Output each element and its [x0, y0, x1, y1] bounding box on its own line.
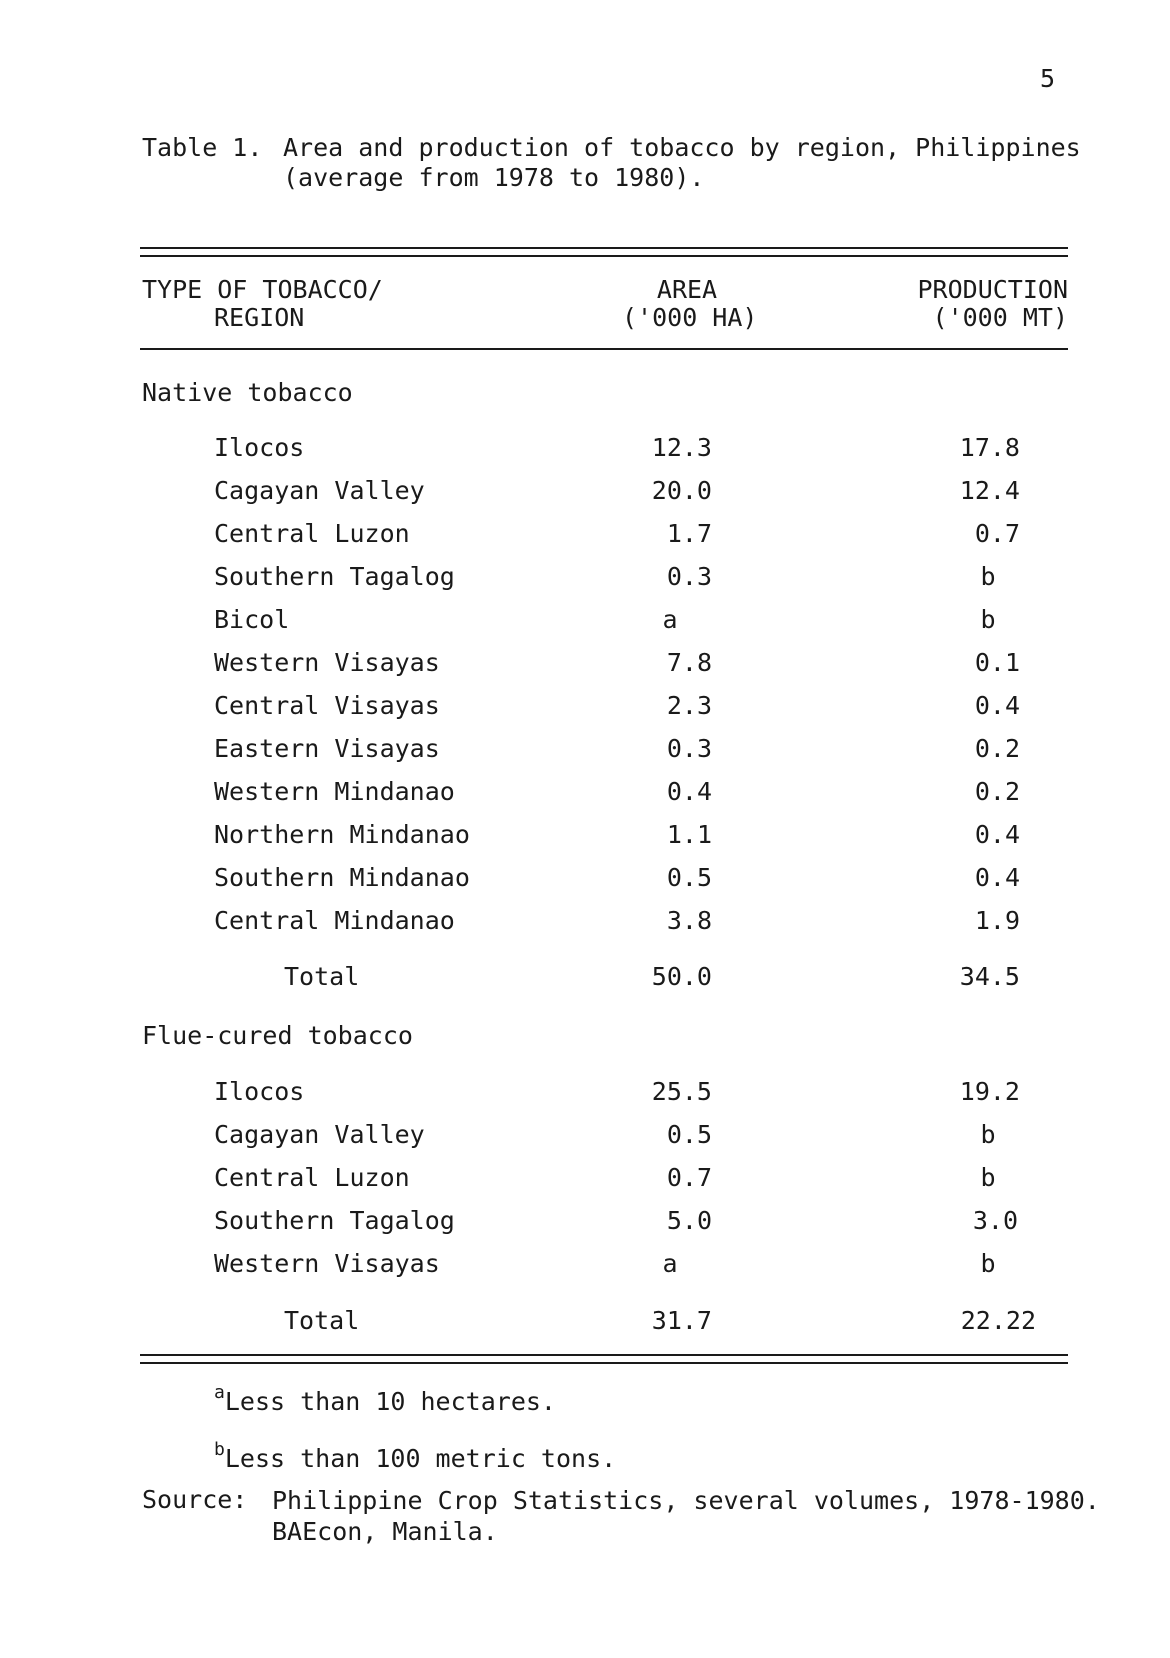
- table-row: [0, 476, 1170, 512]
- production-cell: b: [980, 562, 996, 591]
- production-cell: b: [980, 605, 996, 634]
- source-label: Source:: [142, 1485, 248, 1514]
- area-cell: 0.4: [666, 777, 712, 806]
- region-cell: Ilocos: [214, 1077, 305, 1106]
- footnote-mark: b: [214, 1439, 225, 1460]
- production-cell: 0.1: [974, 648, 1020, 677]
- footnote-a: [214, 1382, 556, 1416]
- table-caption-label: Table 1.: [142, 133, 263, 162]
- column-header-production-line1: PRODUCTION: [917, 275, 1068, 304]
- column-header-type-line1: TYPE OF TOBACCO/: [142, 275, 383, 304]
- production-cell: b: [980, 1120, 996, 1149]
- region-cell: Southern Tagalog: [214, 1206, 455, 1235]
- production-cell: 0.2: [974, 777, 1020, 806]
- source-text: Philippine Crop Statistics, several volumes, 1978-1980. BAEcon, Manila.: [272, 1486, 1100, 1546]
- total-row-native: [0, 962, 1170, 998]
- table-row: [0, 1077, 1170, 1113]
- table-row: [0, 1206, 1170, 1242]
- table-row: [0, 906, 1170, 942]
- table-row: [0, 519, 1170, 555]
- production-cell: 19.2: [959, 1077, 1020, 1106]
- bottom-rule-second: [140, 1362, 1068, 1364]
- area-cell: 5.0: [666, 1206, 712, 1235]
- column-header-area-line1: AREA: [656, 275, 718, 304]
- region-cell: Western Visayas: [214, 1249, 440, 1278]
- table-caption-text: Area and production of tobacco by region, Philippines (average from 1978 to 1980).: [283, 133, 1081, 192]
- area-cell: 1.7: [666, 519, 712, 548]
- region-cell: Ilocos: [214, 433, 305, 462]
- production-cell: b: [980, 1163, 996, 1192]
- area-cell: a: [662, 1249, 678, 1278]
- production-cell: b: [980, 1249, 996, 1278]
- area-cell: 3.8: [666, 906, 712, 935]
- page-number: 5: [1040, 64, 1056, 93]
- table-row: [0, 648, 1170, 684]
- top-rule-second: [140, 255, 1068, 257]
- table-row: [0, 734, 1170, 770]
- total-label: Total: [284, 1306, 360, 1335]
- footnote-mark: a: [214, 1382, 225, 1403]
- footnote-text: Less than 100 metric tons.: [224, 1444, 617, 1473]
- area-cell: 25.5: [651, 1077, 712, 1106]
- top-rule: [140, 247, 1068, 249]
- column-header-type-line2: REGION: [214, 303, 305, 332]
- production-cell: 0.4: [974, 863, 1020, 892]
- total-area: 31.7: [651, 1306, 712, 1335]
- region-cell: Eastern Visayas: [214, 734, 440, 763]
- production-cell: 0.7: [974, 519, 1020, 548]
- table-row: [0, 562, 1170, 598]
- production-cell: 12.4: [959, 476, 1020, 505]
- region-cell: Cagayan Valley: [214, 476, 425, 505]
- region-cell: Southern Tagalog: [214, 562, 455, 591]
- table-row: [0, 1120, 1170, 1156]
- table-row: [0, 820, 1170, 856]
- region-cell: Central Luzon: [214, 519, 410, 548]
- column-header-production-line2: ('000 MT): [932, 303, 1068, 332]
- production-cell: 0.4: [974, 691, 1020, 720]
- region-cell: Cagayan Valley: [214, 1120, 425, 1149]
- total-row-flue-cured: [0, 1306, 1170, 1342]
- region-cell: Western Visayas: [214, 648, 440, 677]
- total-production: 22.22: [960, 1306, 1036, 1335]
- column-header-area-line2: ('000 HA): [622, 303, 758, 332]
- region-cell: Southern Mindanao: [214, 863, 470, 892]
- area-cell: 12.3: [651, 433, 712, 462]
- production-cell: 3.0: [972, 1206, 1018, 1235]
- total-label: Total: [284, 962, 360, 991]
- area-cell: 0.5: [666, 863, 712, 892]
- region-cell: Central Luzon: [214, 1163, 410, 1192]
- area-cell: 0.7: [666, 1163, 712, 1192]
- footnote-b: [214, 1439, 616, 1473]
- bottom-rule: [140, 1354, 1068, 1356]
- area-cell: 7.8: [666, 648, 712, 677]
- table-row: [0, 777, 1170, 813]
- production-cell: 0.2: [974, 734, 1020, 763]
- column-header-production: [910, 276, 1068, 332]
- table-row: [0, 605, 1170, 641]
- area-cell: 0.5: [666, 1120, 712, 1149]
- footnote-text: Less than 10 hectares.: [224, 1387, 556, 1416]
- production-cell: 0.4: [974, 820, 1020, 849]
- area-cell: 0.3: [666, 734, 712, 763]
- area-cell: 1.1: [666, 820, 712, 849]
- table-row: [0, 1163, 1170, 1199]
- section-title-flue-cured: Flue-cured tobacco: [142, 1021, 413, 1050]
- region-cell: Bicol: [214, 605, 290, 634]
- table-row: [0, 863, 1170, 899]
- region-cell: Western Mindanao: [214, 777, 455, 806]
- table-row: [0, 1249, 1170, 1285]
- section-title-native: Native tobacco: [142, 378, 353, 407]
- production-cell: 1.9: [974, 906, 1020, 935]
- area-cell: 2.3: [666, 691, 712, 720]
- production-cell: 17.8: [959, 433, 1020, 462]
- total-production: 34.5: [959, 962, 1020, 991]
- table-row: [0, 433, 1170, 469]
- area-cell: a: [662, 605, 678, 634]
- region-cell: Central Visayas: [214, 691, 440, 720]
- column-header-area: [622, 275, 758, 332]
- region-cell: Central Mindanao: [214, 906, 455, 935]
- area-cell: 0.3: [666, 562, 712, 591]
- header-rule: [140, 348, 1068, 350]
- area-cell: 20.0: [651, 476, 712, 505]
- column-header-type: [142, 276, 383, 332]
- table-row: [0, 691, 1170, 727]
- region-cell: Northern Mindanao: [214, 820, 470, 849]
- total-area: 50.0: [651, 962, 712, 991]
